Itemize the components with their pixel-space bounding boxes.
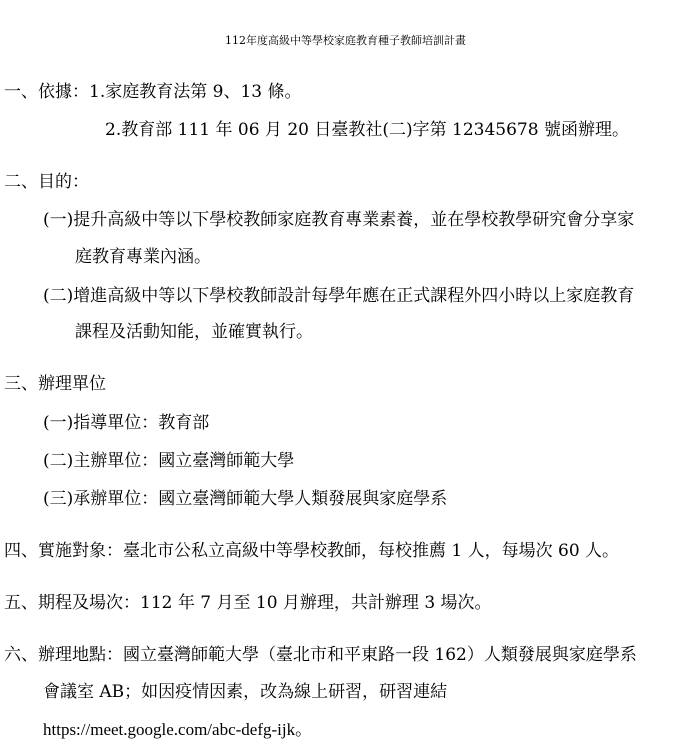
participants-line: 四、實施對象：臺北市公私立高級中等學校教師，每校推薦 1 人，每場次 60 人。: [4, 541, 620, 561]
basis-heading: 一、依據：: [4, 82, 89, 102]
purpose-item-1-line-2: 庭教育專業內涵。: [75, 247, 211, 267]
purpose-heading: 二、目的：: [4, 172, 89, 192]
basis-section: [4, 80, 301, 104]
organizer-executor: (三)承辦單位：國立臺灣師範大學人類發展與家庭學系: [43, 489, 448, 509]
meeting-link[interactable]: https://meet.google.com/abc-defg-ijk。: [43, 720, 313, 739]
purpose-item-2-line-2: 課程及活動知能，並確實執行。: [75, 322, 313, 342]
venue-line-1: 六、辦理地點：國立臺灣師範大學（臺北市和平東路一段 162）人類發展與家庭學系: [4, 645, 637, 665]
organizer-guidance: (一)指導單位：教育部: [43, 413, 210, 433]
venue-line-2: 會議室 AB；如因疫情因素，改為線上研習，研習連結: [43, 682, 448, 702]
schedule-line: 五、期程及場次：112 年 7 月至 10 月辦理，共計辦理 3 場次。: [4, 593, 492, 613]
organizers-heading: 三、辦理單位: [4, 374, 106, 394]
organizer-host: (二)主辦單位：國立臺灣師範大學: [43, 451, 295, 471]
purpose-item-2-line-1: (二)增進高級中等以下學校教師設計每學年應在正式課程外四小時以上家庭教育: [43, 286, 635, 306]
basis-item-1: 1.家庭教育法第 9、13 條。: [89, 82, 302, 102]
purpose-item-1-line-1: (一)提升高級中等以下學校教師家庭教育專業素養，並在學校教學研究會分享家: [43, 210, 635, 230]
basis-item-2: 2.教育部 111 年 06 月 20 日臺教社(二)字第 12345678 號函辦理。: [105, 120, 629, 140]
document-title: 112年度高級中等學校家庭教育種子教師培訓計畫: [225, 34, 466, 47]
